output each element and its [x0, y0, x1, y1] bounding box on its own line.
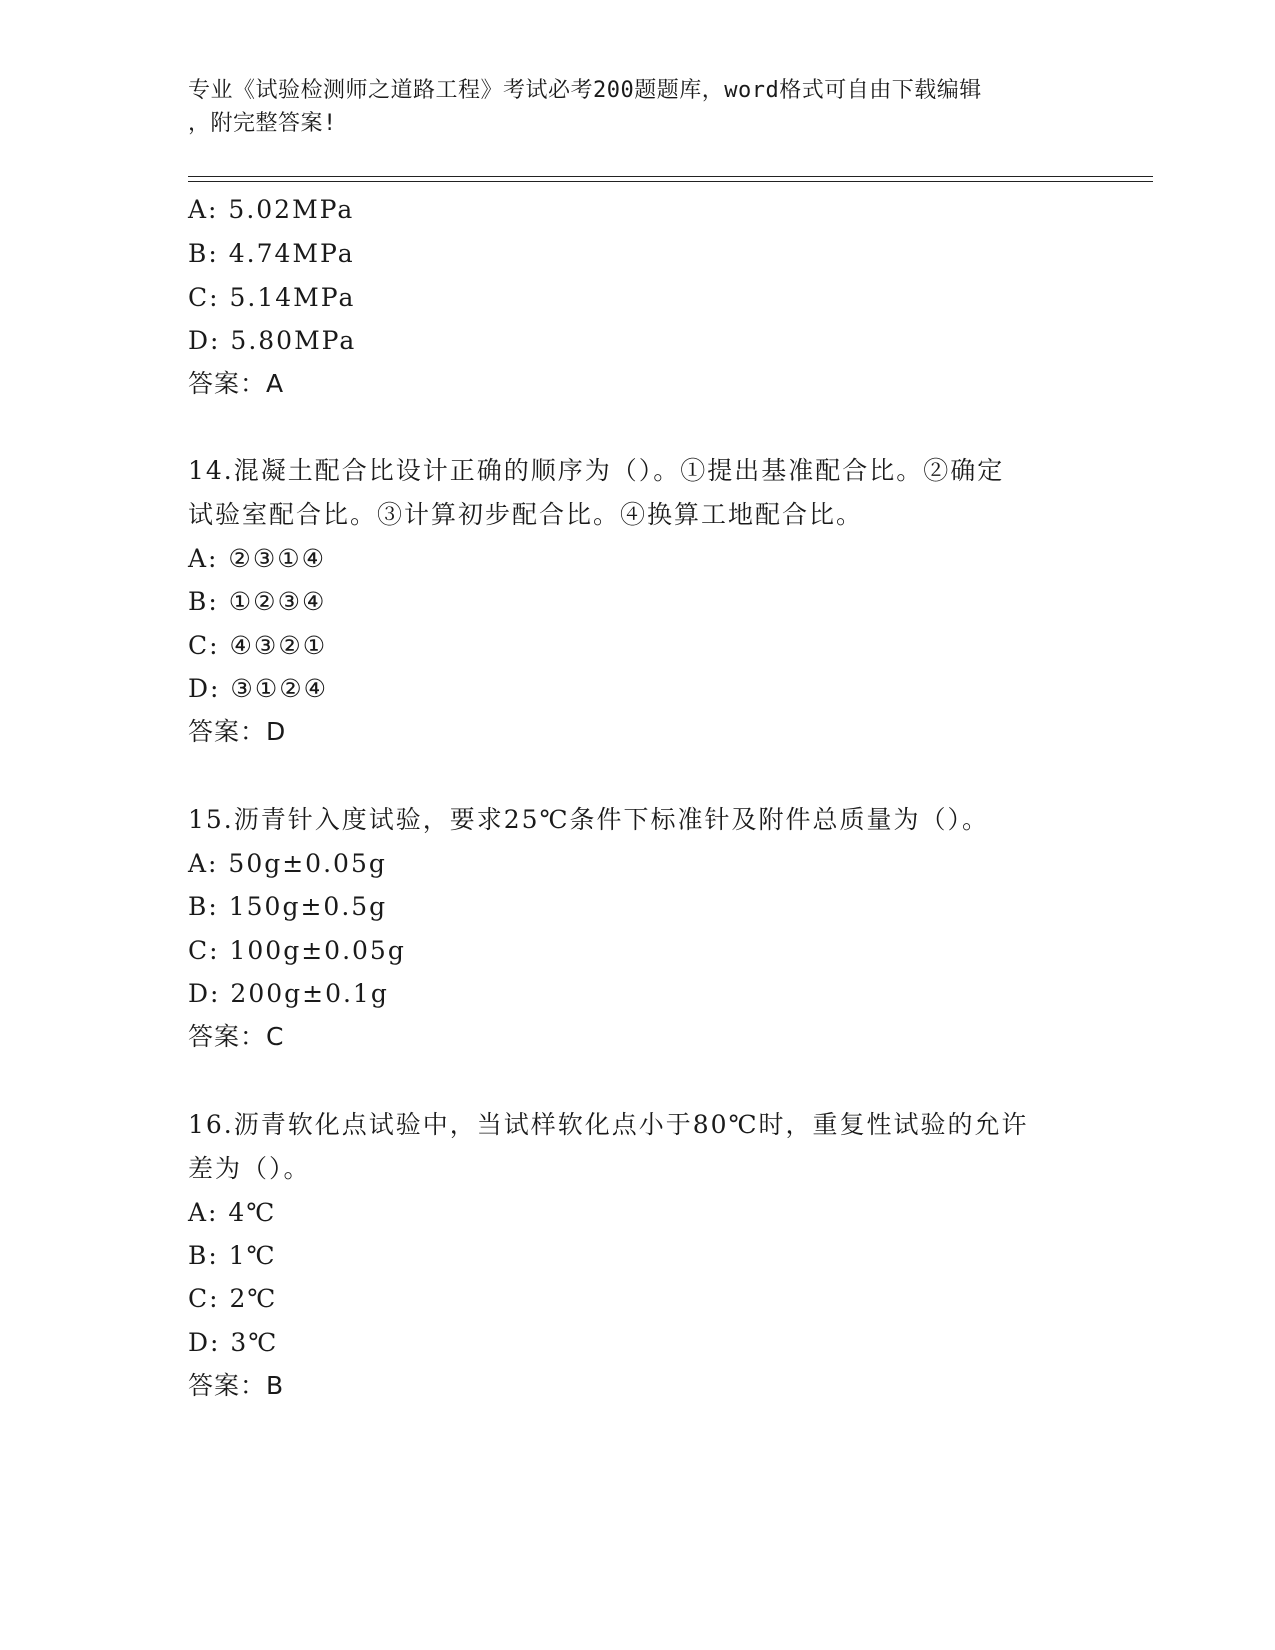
question-16-option-b: B: 1℃ — [188, 1241, 277, 1270]
question-14-option-c: C: ④③②① — [188, 631, 328, 660]
question-15-answer: 答案：C — [188, 1022, 285, 1051]
question-14-option-a: A: ②③①④ — [188, 544, 327, 573]
question-13-option-b: B: 4.74MPa — [188, 239, 355, 268]
question-16-option-c: C: 2℃ — [188, 1284, 278, 1313]
question-15-option-c: C: 100g±0.05g — [188, 936, 406, 965]
question-16-stem-line-1: 16.沥青软化点试验中，当试样软化点小于80℃时，重复性试验的允许 — [188, 1110, 1029, 1139]
question-16-stem-line-2: 差为（）。 — [188, 1154, 311, 1183]
question-13-option-c: C: 5.14MPa — [188, 283, 356, 312]
header-divider-bottom — [188, 181, 1153, 182]
document-header — [188, 74, 1078, 140]
question-14-answer: 答案：D — [188, 717, 287, 746]
question-15-option-d: D: 200g±0.1g — [188, 979, 389, 1008]
header-title-line-1: 专业《试验检测师之道路工程》考试必考200题题库，word格式可自由下载编辑 — [188, 78, 982, 103]
header-title-line-2: ，附完整答案! — [188, 111, 337, 136]
question-16-answer: 答案：B — [188, 1371, 285, 1400]
question-14-stem-line-2: 试验室配合比。③计算初步配合比。④换算工地配合比。 — [188, 500, 864, 529]
question-13-option-d: D: 5.80MPa — [188, 326, 357, 355]
question-15-option-b: B: 150g±0.5g — [188, 892, 388, 921]
question-13-answer: 答案：A — [188, 369, 285, 398]
question-14-option-b: B: ①②③④ — [188, 587, 327, 616]
question-14-stem-line-1: 14.混凝土配合比设计正确的顺序为（）。①提出基准配合比。②确定 — [188, 456, 1005, 485]
question-15-option-a: A: 50g±0.05g — [188, 849, 387, 878]
question-16-option-a: A: 4℃ — [188, 1198, 277, 1227]
header-divider-top — [188, 176, 1153, 177]
question-14-option-d: D: ③①②④ — [188, 674, 329, 703]
question-15-stem-line-1: 15.沥青针入度试验，要求25℃条件下标准针及附件总质量为（）。 — [188, 805, 990, 834]
question-13-option-a: A: 5.02MPa — [188, 195, 355, 224]
question-16-option-d: D: 3℃ — [188, 1328, 279, 1357]
